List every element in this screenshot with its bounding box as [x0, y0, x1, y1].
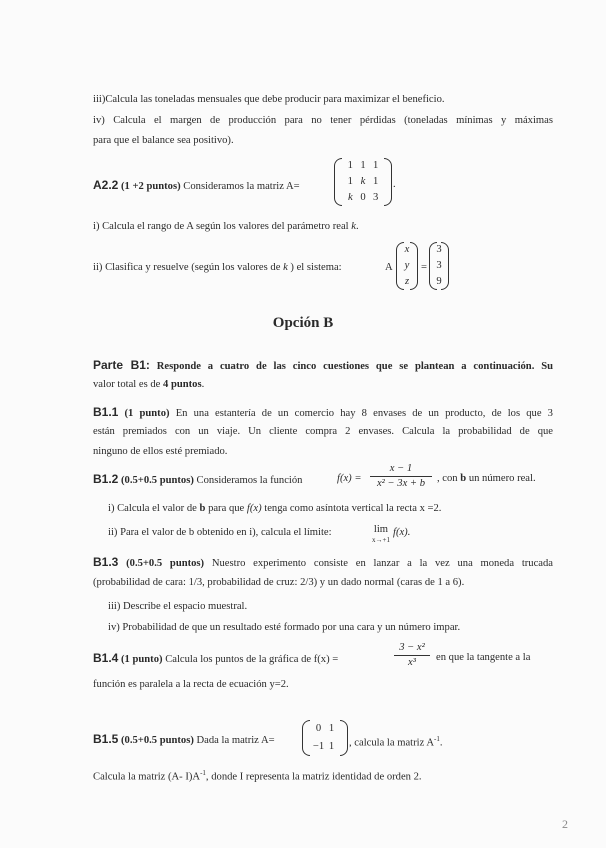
vector-cell: z: [404, 276, 410, 287]
a22-ii-var: k: [283, 262, 288, 273]
b11-label: B1.1: [93, 405, 119, 419]
b14-label: B1.4: [93, 651, 119, 665]
matrix-cell: 0: [360, 192, 366, 203]
b12-line1: [93, 472, 302, 488]
matrix-cell: 0: [315, 723, 322, 734]
b15-after: [349, 732, 443, 751]
b15-points: (0.5+0.5 puntos): [121, 735, 194, 746]
parte-b1-label: Parte B1:: [93, 358, 150, 372]
b12-i-fx: f(x): [246, 503, 262, 514]
b15-line2-sup: -1: [200, 769, 206, 777]
parte-b1-text2: valor total es de: [93, 379, 161, 390]
b13-label: B1.3: [93, 555, 119, 569]
matrix-cell: 1: [347, 176, 353, 187]
page-number: 2: [562, 817, 568, 831]
b12-i: [108, 502, 441, 516]
b13-text: Nuestro experimento consiste en lanzar a la vez una moneda trucada: [211, 558, 553, 569]
b14-line1: [93, 651, 338, 667]
a22-text: Consideramos la matriz A=: [183, 181, 300, 192]
b13-line2: (probabilidad de cara: 1/3, probabilidad de cruz: 2/3) y un dado normal (caras de 1 a 6).: [93, 577, 465, 588]
matrix-cell: 1: [328, 741, 335, 752]
b11-line2: están premiados con un viaje. Un cliente compra 2 envases. Calcula la probabilidad de que: [93, 426, 553, 437]
a2-iv: iv) Calcula el margen de producción para no tener pérdidas (toneladas mínimas y máximas: [93, 115, 553, 126]
a2-iv-cont: para que el balance sea positivo).: [93, 135, 234, 146]
a22-i-var: k: [351, 221, 356, 232]
fraction-denominator: x³: [408, 657, 416, 668]
b15-text: Dada la matriz A=: [196, 735, 275, 746]
b12-ii: [108, 526, 332, 540]
b14-text: Calcula los puntos de la gráfica de f(x) =: [165, 654, 339, 665]
b15-line2: [93, 766, 422, 785]
a22-i: [93, 220, 359, 234]
b15-after-text: , calcula la matriz A: [349, 737, 435, 749]
a22-ii-mid: ) el sistema:: [290, 262, 342, 273]
vector-cell: 9: [436, 276, 442, 287]
b12-after-text: , con: [437, 473, 458, 484]
b15-after2: .: [439, 737, 443, 749]
b12-label: B1.2: [93, 472, 119, 486]
limit-subscript: x→+1: [372, 536, 390, 544]
equals-sign: =: [421, 262, 427, 273]
b12-after-b: b: [460, 473, 467, 484]
a22-ii: [93, 261, 342, 275]
matrix-left-paren: [334, 158, 342, 206]
parte-b1-line1: [93, 358, 553, 374]
vector-cell: 3: [436, 260, 442, 271]
a2-iii: iii)Calcula las toneladas mensuales que debe producir para maximizar el beneficio.: [93, 94, 445, 105]
matrix-cell: 1: [373, 160, 379, 171]
b15-line2-text2: , donde I representa la matriz identidad de orden 2.: [205, 771, 422, 783]
a22-points: (1 +2 puntos): [121, 181, 181, 192]
b14-line2: función es paralela a la recta de ecuación y=2.: [93, 679, 289, 690]
vector-cell: y: [404, 260, 410, 271]
b13-iv: iv) Probabilidad de que un resultado esté formado por una cara y un número impar.: [108, 622, 461, 633]
matrix-cell: k: [360, 176, 366, 187]
matrix-cell: 1: [347, 160, 353, 171]
matrix-right-paren: [340, 720, 348, 756]
b12-limit-fx: f(x).: [393, 527, 411, 538]
fraction-bar: [370, 476, 432, 477]
matrix-cell: k: [347, 192, 353, 203]
matrix-left-paren: [302, 720, 310, 756]
option-b-heading: Opción B: [272, 315, 334, 331]
parte-b1-points: 4 puntos: [163, 379, 202, 390]
parte-b1-line2: [93, 378, 204, 392]
b12-fraction: [370, 463, 432, 490]
b12-points: (0.5+0.5 puntos): [121, 475, 194, 486]
b11-line1: [93, 405, 553, 421]
a22-matrix-letter: A: [385, 262, 393, 273]
b15-line1: [93, 732, 275, 748]
a22-i-end: .: [356, 221, 359, 232]
b13-line1: [93, 555, 553, 571]
b11-text: En una estantería de un comercio hay 8 envases de un producto, de los que 3: [175, 408, 553, 419]
parte-b1-text: Responde a cuatro de las cinco cuestiones que se plantean a continuación. Su: [156, 361, 553, 372]
matrix-b15: [302, 720, 348, 756]
b12-i-text: i) Calcula el valor de: [108, 503, 197, 514]
a22-label: A2.2: [93, 178, 119, 192]
vector-rhs: [429, 242, 449, 290]
b14-after: en que la tangente a la: [436, 652, 531, 663]
fraction-bar: [394, 655, 430, 656]
b13-points: (0.5+0.5 puntos): [126, 558, 205, 569]
matrix-cell: −1: [312, 741, 325, 752]
limit-label: lim: [373, 524, 389, 535]
b12-limit: [372, 524, 390, 546]
b12-i-text3: tenga como asíntota vertical la recta x =2.: [264, 503, 442, 514]
b14-points: (1 punto): [121, 654, 163, 665]
b12-after-text2: un número real.: [468, 473, 536, 484]
b12-text: Consideramos la función: [196, 475, 303, 486]
fraction-numerator: x − 1: [389, 463, 413, 474]
matrix-cell: 1: [360, 160, 366, 171]
vector-cell: 3: [436, 244, 442, 255]
vector-cell: x: [404, 244, 410, 255]
b15-sup: -1: [434, 735, 440, 743]
b12-i-b: b: [199, 503, 206, 514]
b15-line2-text: Calcula la matriz (A- I)A: [93, 771, 201, 783]
vector-xyz: [396, 242, 418, 290]
matrix-right-paren: [384, 158, 392, 206]
matrix-cell: 1: [328, 723, 335, 734]
b11-points: (1 punto): [124, 408, 170, 419]
a22-heading: [93, 178, 300, 194]
b13-iii: iii) Describe el espacio muestral.: [108, 601, 248, 612]
b14-fraction: [394, 642, 430, 669]
matrix-cell: 3: [373, 192, 379, 203]
b12-after: [437, 472, 536, 486]
fraction-numerator: 3 − x²: [399, 642, 425, 653]
b12-i-text2: para que: [208, 503, 245, 514]
b12-fx: f(x) =: [337, 473, 362, 484]
a22-ii-text: ii) Clasifica y resuelve (según los valores de: [93, 262, 281, 273]
b15-label: B1.5: [93, 732, 119, 746]
fraction-denominator: x² − 3x + b: [376, 478, 426, 489]
a22-dot: .: [393, 179, 396, 190]
a22-i-text: i) Calcula el rango de A según los valores del parámetro real: [93, 221, 349, 232]
matrix-cell: 1: [373, 176, 379, 187]
b11-line3: ninguno de ellos esté premiado.: [93, 446, 228, 457]
b12-ii-text: ii) Para el valor de b obtenido en i), calcula el límite:: [108, 527, 332, 538]
matrix-a: [334, 158, 392, 206]
parte-b1-dot: .: [201, 379, 205, 390]
